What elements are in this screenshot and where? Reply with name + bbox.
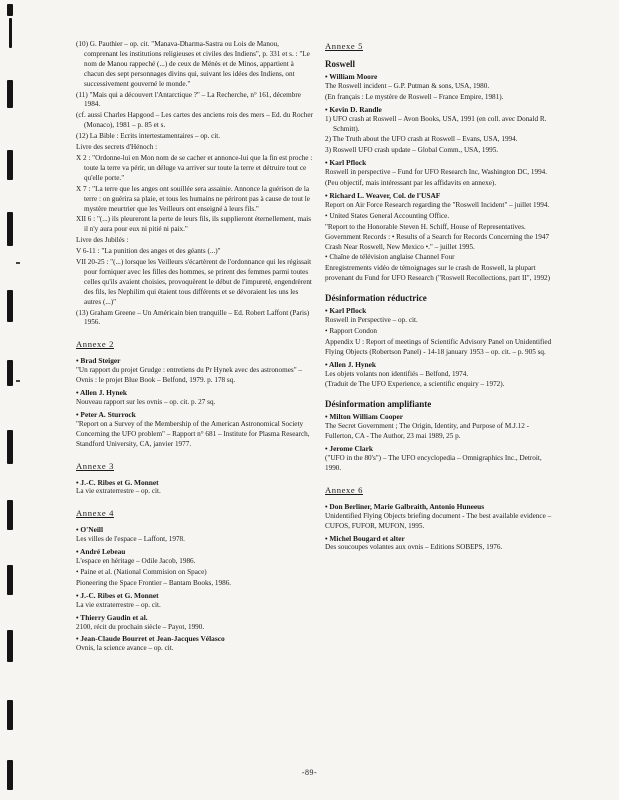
reference-entry: (En français : Le mystère de Roswell – France Empire, 1981). <box>325 92 504 101</box>
reference-entry: (Peu objectif, mais intéressant par les affidavits en annexe). <box>325 179 497 188</box>
reference-entry: V 6-11 : "La punition des anges et des géants (...)" <box>76 247 221 256</box>
reference-entry: (12) La Bible : Ecrits intertestamentaires – op. cit. <box>76 132 221 141</box>
reference-entry: (10) G. Pauthier – op. cit. "Manava-Dharma-Sastra ou Lois de Manou, comprenant les institutions religieuses et civiles des Indiens", p. 331 et s. : "Le nom de Manou rappeché (...) de ceux de Ménès et de Minos, appartient à chacun des sept personnages divins qui, suivant les idées des Indiens, ont successivement gouverné le monde." <box>76 40 310 88</box>
reference-entry: Les villes de l'espace – Laffont, 1978. <box>76 535 185 544</box>
binding-hole-mark <box>7 630 13 662</box>
reference-author: • Jean-Claude Bourret et Jean-Jacques Vélasco <box>76 634 225 644</box>
reference-entry: 2) The Truth about the UFO crash at Roswell – Evans, USA, 1994. <box>325 135 518 144</box>
binding-hole-mark <box>7 500 13 530</box>
binding-tick <box>16 262 20 264</box>
annex-heading: Annexe 5 <box>325 41 363 51</box>
annex-heading: Annexe 6 <box>325 484 363 495</box>
reference-entry: XII 6 : "(...) ils pleureront la perte de leurs fils, ils supplieront éternellement, mais il n'y aura pour eux ni pitié ni paix." <box>76 215 312 234</box>
reference-entry: La vie extraterrestre – op. cit. <box>76 600 161 609</box>
reference-author: • Karl Pflock <box>325 158 367 168</box>
reference-entry: (11) "Mais qui a découvert l'Antarctique ?" – La Recherche, n° 161, décembre 1984. <box>76 90 301 109</box>
reference-entry: 1) UFO crash at Roswell – Avon Books, USA, 1991 (en coll. avec Donald R. Schmitt). <box>325 114 547 133</box>
reference-entry: • United States General Accounting Office. <box>325 211 450 220</box>
reference-author: • Thierry Gaudin et al. <box>76 612 148 622</box>
binding-hole-mark <box>7 430 13 464</box>
reference-author: • Don Berliner, Marie Galbraith, Antonio Huneeus <box>325 501 485 511</box>
binding-hole-mark <box>7 290 13 322</box>
reference-author: • William Moore <box>325 72 378 81</box>
binding-hole-mark <box>7 150 13 180</box>
reference-author: • Milton William Cooper <box>325 412 404 422</box>
annex-heading: Annexe 2 <box>76 339 114 350</box>
reference-entry: (13) Graham Greene – Un Américain bien tranquille – Ed. Robert Laffont (Paris) 1956. <box>76 308 310 327</box>
left-column <box>76 40 314 655</box>
binding-hole-mark <box>7 360 13 386</box>
reference-entry: Roswell in perspective – Fund for UFO Research Inc, Washington DC, 1994. <box>325 168 548 177</box>
binding-hole-mark <box>7 700 13 730</box>
section-subheading: Désinformation réductrice <box>325 293 427 304</box>
reference-entry: Roswell in Perspective – op. cit. <box>325 316 418 325</box>
reference-entry: VII 20-25 : "(...) lorsque les Veilleurs s'écartèrent de l'ordonnance qui les régissait pour forniquer avec les filles des hommes, se prirent des femmes parmi toutes celles qu'ils avaient choisies, provoquèrent le début de l'impureté, engendrèrent des fils, les Nephilim qui étaient tous différents et se dévoraient les uns les autres (...)" <box>76 258 312 306</box>
reference-entry: (cf. aussi Charles Hapgood – Les cartes des anciens rois des mers – Ed. du Rocher (Monaco), 1981 – p. 85 et s. <box>76 111 313 130</box>
reference-entry: Ovnis, la science avance – op. cit. <box>76 644 174 653</box>
reference-entry: La vie extraterrestre – op. cit. <box>76 487 161 496</box>
reference-author: • Brad Steiger <box>76 356 121 366</box>
reference-author: • J.-C. Ribes et G. Monnet <box>76 590 159 600</box>
reference-entry: Les objets volants non identifiés – Belfond, 1974. <box>325 369 469 378</box>
reference-author: • Jerome Clark <box>325 444 374 454</box>
reference-entry: X 2 : "Ordonne-lui en Mon nom de se cacher et annonce-lui que la fin est proche : toute la terre va périr, un déluge va arriver sur toute la terre et détruire tout ce qu'elle porte." <box>76 153 313 182</box>
reference-entry: Livre des secrets d'Hénoch : <box>76 143 158 152</box>
binding-hole-mark <box>9 18 12 48</box>
reference-entry: Appendix U : Report of meetings of Scientific Advisory Panel on Unidentified Flying Objects (Robertson Panel) - 14-18 january 1953 – op. cit. – p. 905 sq. <box>325 337 552 356</box>
annex-heading: Annexe 4 <box>76 508 114 519</box>
reference-entry: 3) Roswell UFO crash update – Global Comm., USA, 1995. <box>325 146 499 155</box>
binding-hole-mark <box>7 80 13 108</box>
section-subheading: Roswell <box>325 59 355 69</box>
reference-entry: Report on Air Force Research regarding the "Roswell Incident" – juillet 1994. <box>325 200 550 209</box>
reference-entry: Nouveau rapport sur les ovnis – op. cit. p. 27 sq. <box>76 398 216 406</box>
reference-author: • Allen J. Hynek <box>76 388 128 398</box>
reference-entry: • Chaîne de télévision anglaise Channel Four <box>325 253 455 262</box>
reference-entry: • Paine et al. (National Commision on Space) <box>76 567 207 576</box>
page-number: -89- <box>301 768 318 777</box>
right-column <box>325 40 557 554</box>
binding-hole-mark <box>7 4 13 16</box>
reference-author: • Karl Pflock <box>325 306 367 316</box>
reference-author: • André Lebeau <box>76 547 126 557</box>
reference-entry: Unidentified Flying Objects briefing document - The best available evidence – CUFOS, FUFOR, MUFON, 1995. <box>325 511 552 530</box>
reference-entry: "Report on a Survey of the Membership of the American Astronomical Society Concerning the UFO problem" – Rapport n° 681 – Institute for Plasma Research, Standford University, CA, janvier 1977. <box>76 419 310 448</box>
binding-tick <box>16 380 20 382</box>
reference-author: • Peter A. Sturrock <box>76 409 136 419</box>
annex-heading: Annexe 3 <box>76 460 114 471</box>
reference-entry: Enregistrements vidéo de témoignages sur le crash de Roswell, la plupart provenant du Fund for UFO Research ("Roswell Recollections, part II", 1992) <box>325 264 551 283</box>
binding-hole-mark <box>7 212 13 246</box>
reference-entry: Pioneering the Space Frontier – Bantam Books, 1986. <box>76 578 232 587</box>
reference-author: • J.-C. Ribes et G. Monnet <box>76 477 159 487</box>
reference-entry: 2100, récit du prochain siècle – Payot, 1990. <box>76 622 205 631</box>
reference-entry: (Traduit de The UFO Experience, a scientific enquiry – 1972). <box>325 380 505 389</box>
reference-entry: The Roswell incident – G.P. Putman & sons, USA, 1980. <box>325 81 490 90</box>
reference-author: • Kevin D. Randle <box>325 104 382 114</box>
reference-entry: Livre des Jubilés : <box>76 236 129 245</box>
reference-author: • Richard L. Weaver, Col. de l'USAF <box>325 190 441 200</box>
reference-entry: "Un rapport du projet Grudge : entretiens du Pr Hynek avec des astronomes" – Ovnis : le projet Blue Book – Belfond, 1979. p. 178 sq. <box>76 366 303 385</box>
reference-entry: L'espace en héritage – Odile Jacob, 1986. <box>76 557 196 566</box>
reference-author: • Allen J. Hynek <box>325 359 377 369</box>
binding-hole-mark <box>7 565 13 595</box>
reference-entry: • Rapport Condon <box>325 326 378 335</box>
reference-entry: ("UFO in the 80's") – The UFO encyclopedia – Omnigraphics Inc., Detroit, 1990. <box>325 454 542 472</box>
reference-entry: Des soucoupes volantes aux ovnis – Editions SOBEPS, 1976. <box>325 543 503 552</box>
reference-author: • O'Neill <box>76 525 104 535</box>
binding-margin <box>0 0 30 800</box>
reference-entry: X 7 : "La terre que les anges ont souillée sera assainie. Annonce la guérison de la terre : on guérira sa plaie, et tous les humains ne périront pas à cause de tout le mystère meurtrier que les Veilleurs ont enseigné à leurs fils." <box>76 184 310 213</box>
reference-author: • Michel Bougard et alter <box>325 533 405 543</box>
section-subheading: Désinformation amplifiante <box>325 399 432 410</box>
reference-entry: The Secret Government ; The Origin, Identity, and Purpose of M.J.12 - Fullerton, CA - The Author, 23 mai 1989, 25 p. <box>325 422 530 441</box>
reference-entry: "Report to the Honorable Steven H. Schiff, House of Representatives. Government Records : • Results of a Search for Records Concerning the 1947 Crash Near Roswell, New Mexico •." – juillet 1995. <box>325 222 550 251</box>
